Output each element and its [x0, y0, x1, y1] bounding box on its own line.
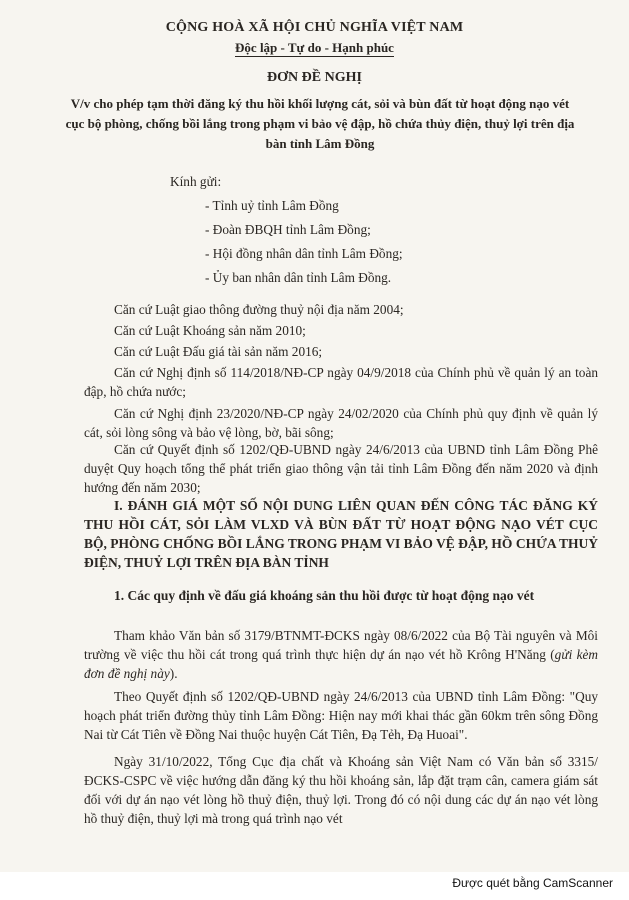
legal-basis: Căn cứ Luật Đấu giá tài sản năm 2016;	[114, 344, 323, 359]
legal-basis: Căn cứ Luật Khoáng sản năm 2010;	[114, 323, 306, 338]
recipient-item: - Ủy ban nhân dân tỉnh Lâm Đồng.	[205, 270, 392, 285]
national-motto	[0, 40, 629, 56]
paragraph-reference	[84, 626, 598, 683]
document-title: ĐƠN ĐỀ NGHỊ	[267, 70, 362, 85]
document-subject: V/v cho phép tạm thời đăng ký thu hồi khối lượng cát, sỏi và bùn đất từ hoạt động nạo vét cục bộ phòng, chống bồi lắng trong phạm vi bảo vệ đập, hồ chứa thủy điện, thuỷ lợi trên địa bàn tỉnh Lâm Đồng	[65, 96, 575, 151]
paragraph-directive: Ngày 31/10/2022, Tổng Cục địa chất và Khoáng sản Việt Nam có Văn bản số 3315/ĐCKS-CSPC về việc hướng dẫn đăng ký thu hồi khoáng sản, lắp đặt trạm cân, camera giám sát đối với dự án nạo vét lòng hồ thuỷ điện, thuỷ lợi. Trong đó có nội dung các dự án nạo vét lòng hồ thuỷ điện, thuỷ lợi mà trong quá trình nạo vét	[84, 754, 598, 826]
legal-basis: Căn cứ Luật giao thông đường thuỷ nội địa năm 2004;	[114, 302, 404, 317]
legal-basis: Căn cứ Nghị định số 114/2018/NĐ-CP ngày 04/9/2018 của Chính phủ về quản lý an toàn đập, hồ chứa nước;	[84, 365, 598, 399]
national-title: CỘNG HOÀ XÃ HỘI CHỦ NGHĨA VIỆT NAM	[165, 20, 464, 35]
motto-text: Độc lập - Tự do - Hạnh phúc	[235, 40, 394, 55]
scanner-watermark-text: Được quét bằng CamScanner	[452, 876, 613, 890]
legal-basis: Căn cứ Nghị định 23/2020/NĐ-CP ngày 24/02/2020 của Chính phủ quy định về quản lý cát, sỏi lòng sông và bảo vệ lòng, bờ, bãi sông;	[84, 406, 598, 440]
recipient-item: - Tỉnh uỷ tỉnh Lâm Đồng	[205, 198, 339, 213]
section-heading: I. ĐÁNH GIÁ MỘT SỐ NỘI DUNG LIÊN QUAN ĐẾN CÔNG TÁC ĐĂNG KÝ THU HỒI CÁT, SỎI LÀM VLXD VÀ BÙN ĐẤT TỪ HOẠT ĐỘNG NẠO VÉT CỤC BỘ, PHÒNG CHỐNG BỒI LẮNG TRONG PHẠM VI BẢO VỆ ĐẬP, HỒ CHỨA THUỶ ĐIỆN, THUỶ LỢI TRÊN ĐỊA BÀN TỈNH	[84, 498, 598, 570]
paragraph-decision: Theo Quyết định số 1202/QĐ-UBND ngày 24/6/2013 của UBND tỉnh Lâm Đồng: "Quy hoạch phát triển đường thủy tỉnh Lâm Đồng: Hiện nay mới khai thác gần 60km trên sông Đồng Nai từ Cát Tiên về Đồng Nai thuộc huyện Cát Tiên, Đạ Tẻh, Đạ Huoai".	[84, 689, 598, 742]
recipient-item: - Hội đồng nhân dân tỉnh Lâm Đồng;	[205, 246, 403, 261]
recipient-item: - Đoàn ĐBQH tỉnh Lâm Đồng;	[205, 222, 371, 237]
paragraph-text: Tham khảo Văn bản số 3179/BTNMT-ĐCKS ngày 08/6/2022 của Bộ Tài nguyên và Môi trường về việc thu hồi cát trong quá trình thực hiện dự án nạo vét hồ Krông H'Năng (	[84, 628, 598, 662]
paragraph-text-end: ).	[169, 666, 178, 681]
recipients-label: Kính gửi:	[170, 174, 222, 189]
sub-heading: 1. Các quy định về đấu giá khoáng sản thu hồi được từ hoạt động nạo vét	[114, 588, 535, 603]
paragraph-italic-note: gửi kèm đơn đề nghị này	[84, 647, 598, 681]
legal-basis: Căn cứ Quyết định số 1202/QĐ-UBND ngày 24/6/2013 của UBND tỉnh Lâm Đồng Phê duyệt Quy hoạch tổng thể phát triển giao thông vận tải tỉnh Lâm Đồng đến năm 2020 và định hướng đến năm 2030;	[84, 442, 598, 495]
